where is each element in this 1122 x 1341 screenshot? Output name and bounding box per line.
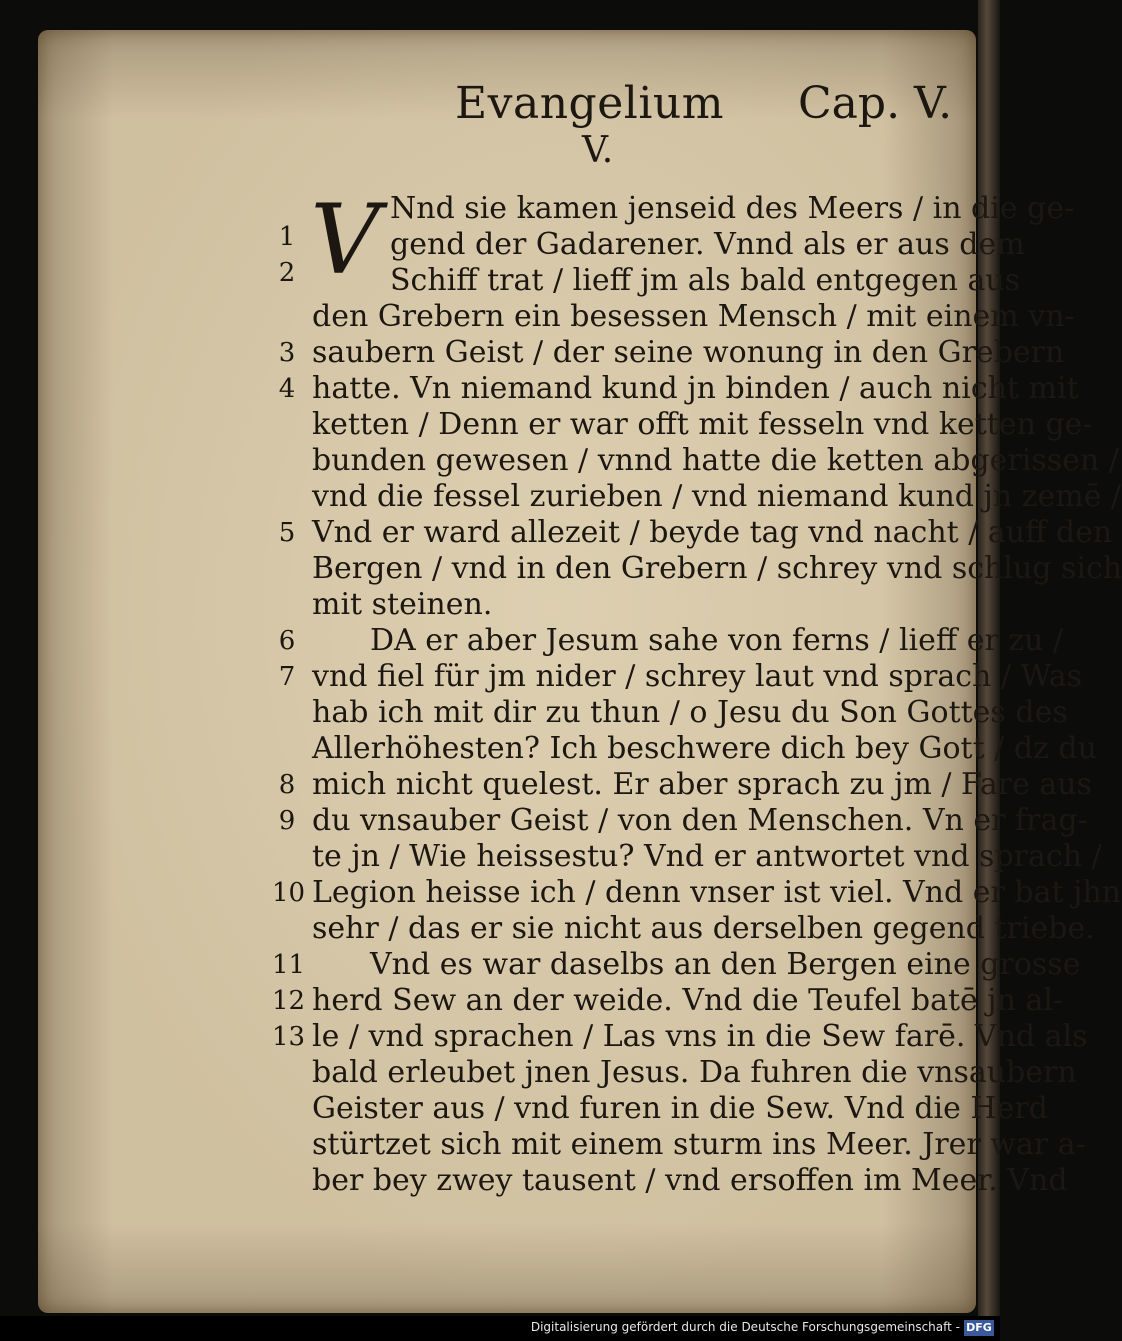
verse-number: 8 bbox=[278, 770, 296, 800]
text-line: te jn / Wie heissestu? Vnd er antwortet vnd sprach / bbox=[312, 839, 1102, 874]
text-line: Vnd er ward allezeit / beyde tag vnd nacht / auff den bbox=[312, 515, 1113, 550]
verse-number: 10 bbox=[272, 878, 306, 908]
text-line: ber bey zwey tausent / vnd ersoffen im Meer. Vnd bbox=[312, 1163, 1068, 1198]
verse-number: 13 bbox=[272, 1022, 306, 1052]
chapter-number: V. bbox=[582, 130, 614, 171]
text-line: hab ich mit dir zu thun / o Jesu du Son Gottes des bbox=[312, 695, 1068, 730]
text-line: vnd fiel für jm nider / schrey laut vnd sprach / Was bbox=[312, 659, 1083, 694]
text-line: le / vnd sprachen / Las vns in die Sew farē. Vnd als bbox=[312, 1019, 1088, 1054]
text-line: mit steinen. bbox=[312, 587, 493, 622]
verse-number: 7 bbox=[278, 662, 296, 692]
text-line: Nnd sie kamen jenseid des Meers / in die ge- bbox=[390, 191, 1075, 226]
text-line: den Grebern ein besessen Mensch / mit einem vn- bbox=[312, 299, 1075, 334]
verse-number: 5 bbox=[278, 518, 296, 548]
text-line: Legion heisse ich / denn vnser ist viel. Vnd er bat jhn bbox=[312, 875, 1122, 910]
text-line: saubern Geist / der seine wonung in den Grebern bbox=[312, 335, 1065, 370]
verse-number: 6 bbox=[278, 626, 296, 656]
verse-number: 2 bbox=[278, 258, 296, 288]
decorated-initial: V bbox=[310, 184, 380, 296]
text-line: Bergen / vnd in den Grebern / schrey vnd schlug sich bbox=[312, 551, 1122, 586]
running-header-chapter: Cap. V. bbox=[798, 78, 953, 129]
text-line: herd Sew an der weide. Vnd die Teufel batē jn al- bbox=[312, 983, 1064, 1018]
verse-number: 11 bbox=[272, 950, 306, 980]
footer-credit: Digitalisierung gefördert durch die Deutsche Forschungsgemeinschaft - bbox=[530, 1320, 960, 1334]
verse-number: 9 bbox=[278, 806, 296, 836]
text-line: vnd die fessel zurieben / vnd niemand kund jn zemē / bbox=[312, 479, 1122, 514]
dfg-logo: DFG bbox=[964, 1320, 994, 1336]
text-line: bunden gewesen / vnnd hatte die ketten abgerissen / bbox=[312, 443, 1119, 478]
text-line: Allerhöhesten? Ich beschwere dich bey Gott / dz du bbox=[312, 731, 1097, 766]
text-line: ketten / Denn er war offt mit fesseln vnd ketten ge- bbox=[312, 407, 1093, 442]
verse-number: 3 bbox=[278, 338, 296, 368]
running-header-title: Evangelium bbox=[455, 78, 724, 129]
text-line: hatte. Vn niemand kund jn binden / auch nicht mit bbox=[312, 371, 1079, 406]
text-line: stürtzet sich mit einem sturm ins Meer. Jrer war a- bbox=[312, 1127, 1086, 1162]
text-line: sehr / das er sie nicht aus derselben gegend triebe. bbox=[312, 911, 1095, 946]
verse-number: 1 bbox=[278, 222, 296, 252]
verse-number: 12 bbox=[272, 986, 306, 1016]
text-line: mich nicht quelest. Er aber sprach zu jm / Fare aus bbox=[312, 767, 1092, 802]
text-line: Schiff trat / lieff jm als bald entgegen aus bbox=[390, 263, 1021, 298]
text-line: Vnd es war daselbs an den Bergen eine grosse bbox=[370, 947, 1081, 982]
text-line: bald erleubet jnen Jesus. Da fuhren die vnsaubern bbox=[312, 1055, 1077, 1090]
text-line: gend der Gadarener. Vnnd als er aus dem bbox=[390, 227, 1025, 262]
verse-number: 4 bbox=[278, 374, 296, 404]
text-line: DA er aber Jesum sahe von ferns / lieff er zu / bbox=[370, 623, 1064, 658]
text-line: du vnsauber Geist / von den Menschen. Vn er frag- bbox=[312, 803, 1088, 838]
text-line: Geister aus / vnd furen in die Sew. Vnd die Herd bbox=[312, 1091, 1048, 1126]
